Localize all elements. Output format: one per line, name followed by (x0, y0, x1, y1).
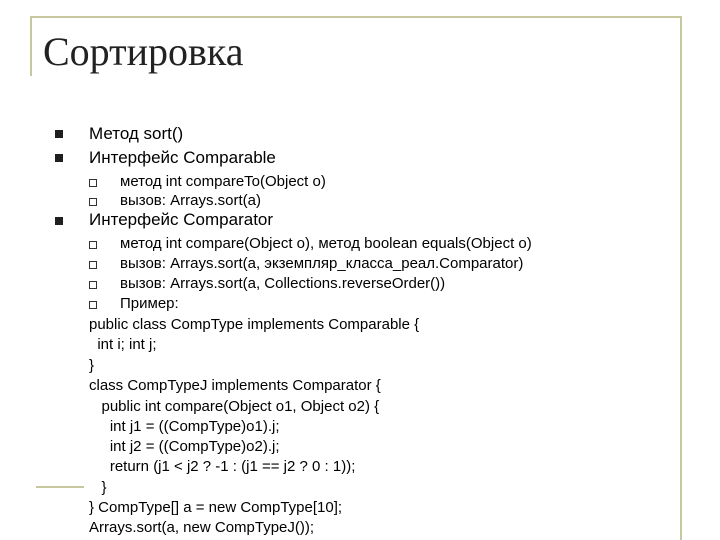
code-line: Arrays.sort(a, new CompTypeJ()); (89, 519, 315, 536)
sub-bullet-hollow-square-icon (89, 281, 97, 289)
code-line: } CompType[] a = new CompType[10]; (89, 499, 343, 516)
code-line: } (89, 479, 107, 496)
sub-bullet-item: метод int compare(Object o), метод boolean equals(Object o) (120, 235, 532, 252)
code-line: int j1 = ((CompType)o1).j; (89, 418, 280, 435)
sub-bullet-item: вызов: Arrays.sort(a) (120, 192, 261, 209)
code-line: public int compare(Object o1, Object o2) { (89, 398, 380, 415)
sub-bullet-hollow-square-icon (89, 301, 97, 309)
code-line: int i; int j; (89, 336, 157, 353)
bullet-square-icon (55, 217, 63, 225)
sub-bullet-hollow-square-icon (89, 241, 97, 249)
sub-bullet-hollow-square-icon (89, 261, 97, 269)
sub-bullet-item: вызов: Arrays.sort(a, экземпляр_класса_реал.Comparator) (120, 255, 524, 272)
bullet-item: Интерфейс Comparable (89, 148, 276, 167)
sub-bullet-item: вызов: Arrays.sort(a, Collections.reverseOrder()) (120, 275, 446, 292)
code-line: return (j1 < j2 ? -1 : (j1 == j2 ? 0 : 1)); (89, 458, 356, 475)
sub-bullet-item: метод int compareTo(Object o) (120, 173, 326, 190)
code-line: } (89, 357, 95, 374)
slide-title: Сортировка (43, 29, 244, 74)
bullet-square-icon (55, 154, 63, 162)
bullet-item: Интерфейс Comparator (89, 210, 274, 229)
bullet-item: Метод sort() (89, 124, 184, 143)
bullet-square-icon (55, 130, 63, 138)
code-line: class CompTypeJ implements Comparator { (89, 377, 381, 394)
code-line: public class CompType implements Comparable { (89, 316, 420, 333)
sub-bullet-hollow-square-icon (89, 198, 97, 206)
sub-bullet-hollow-square-icon (89, 179, 97, 187)
code-line: int j2 = ((CompType)o2).j; (89, 438, 280, 455)
sub-bullet-item: Пример: (120, 295, 179, 312)
